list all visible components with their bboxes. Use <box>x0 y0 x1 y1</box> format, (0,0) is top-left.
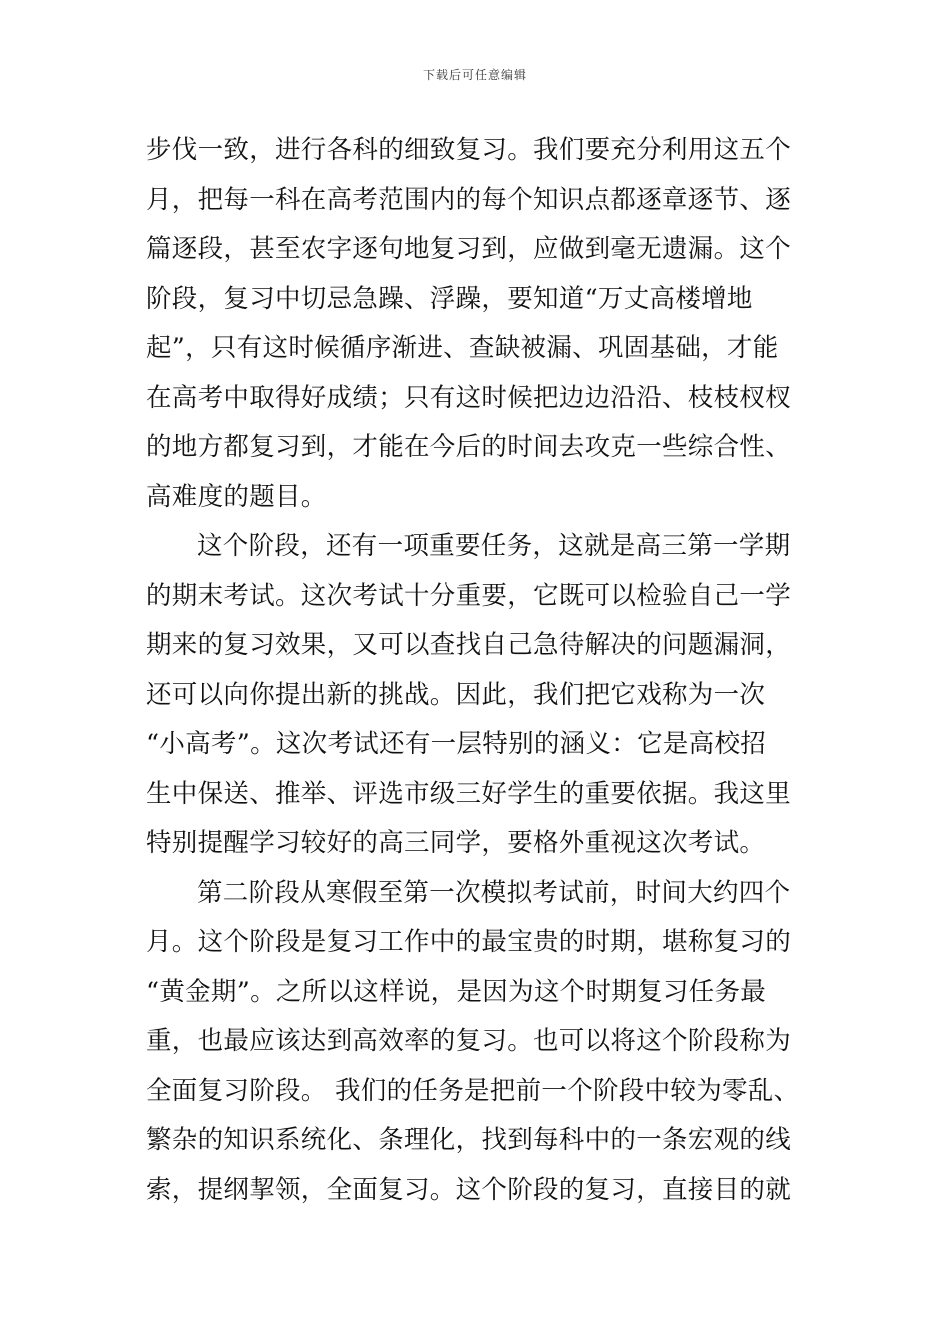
text-line: 高难度的题目。 <box>146 481 327 512</box>
text-line: 起”，只有这时候循序渐进、查缺被漏、巩固基础，才能 <box>146 333 779 363</box>
text-line: 繁杂的知识系统化、条理化，找到每科中的一条宏观的线 <box>146 1125 792 1155</box>
text-line: 索，提纲挈领，全面复习。这个阶段的复习，直接目的就 <box>146 1174 792 1205</box>
text-line: 重，也最应该达到高效率的复习。也可以将这个阶段称为 <box>146 1026 792 1056</box>
text-line: 生中保送、推举、评选市级三好学生的重要依据。我这里 <box>146 778 792 809</box>
text-line: “黄金期”。之所以这样说，是因为这个时期复习任务最 <box>146 976 767 1007</box>
text-line: 的地方都复习到，才能在今后的时间去攻克一些综合性、 <box>146 432 792 462</box>
body-text <box>146 126 806 1215</box>
text-line: 这个阶段，还有一项重要任务，这就是高三第一学期 <box>197 531 791 561</box>
text-line: 在高考中取得好成绩；只有这时候把边边沿沿、枝枝杈杈 <box>146 382 792 413</box>
text-line: 的期末考试。这次考试十分重要，它既可以检验自己一学 <box>146 580 792 611</box>
text-line: 期来的复习效果，又可以查找自己急待解决的问题漏洞， <box>146 630 792 660</box>
text-line: 阶段，复习中切忌急躁、浮躁，要知道“万丈高楼增地 <box>146 283 753 314</box>
text-line: 特别提醒学习较好的高三同学，要格外重视这次考试。 <box>146 828 766 858</box>
text-line: 篇逐段，甚至农字逐句地复习到，应做到毫无遗漏。这个 <box>146 234 792 264</box>
text-line: “小高考”。这次考试还有一层特别的涵义：它是高校招 <box>146 729 767 759</box>
text-line: 月。这个阶段是复习工作中的最宝贵的时期，堪称复习的 <box>146 927 792 957</box>
text-line: 步伐一致，进行各科的细致复习。我们要充分利用这五个 <box>146 135 792 165</box>
text-line: 第二阶段从寒假至第一次模拟考试前，时间大约四个 <box>197 877 791 908</box>
text-line: 还可以向你提出新的挑战。因此，我们把它戏称为一次 <box>146 679 766 710</box>
text-line: 月，把每一科在高考范围内的每个知识点都逐章逐节、逐 <box>146 184 792 215</box>
text-line: 全面复习阶段。 我们的任务是把前一个阶段中较为零乱、 <box>146 1075 800 1106</box>
header-note: 下载后可任意编辑 <box>422 68 527 82</box>
